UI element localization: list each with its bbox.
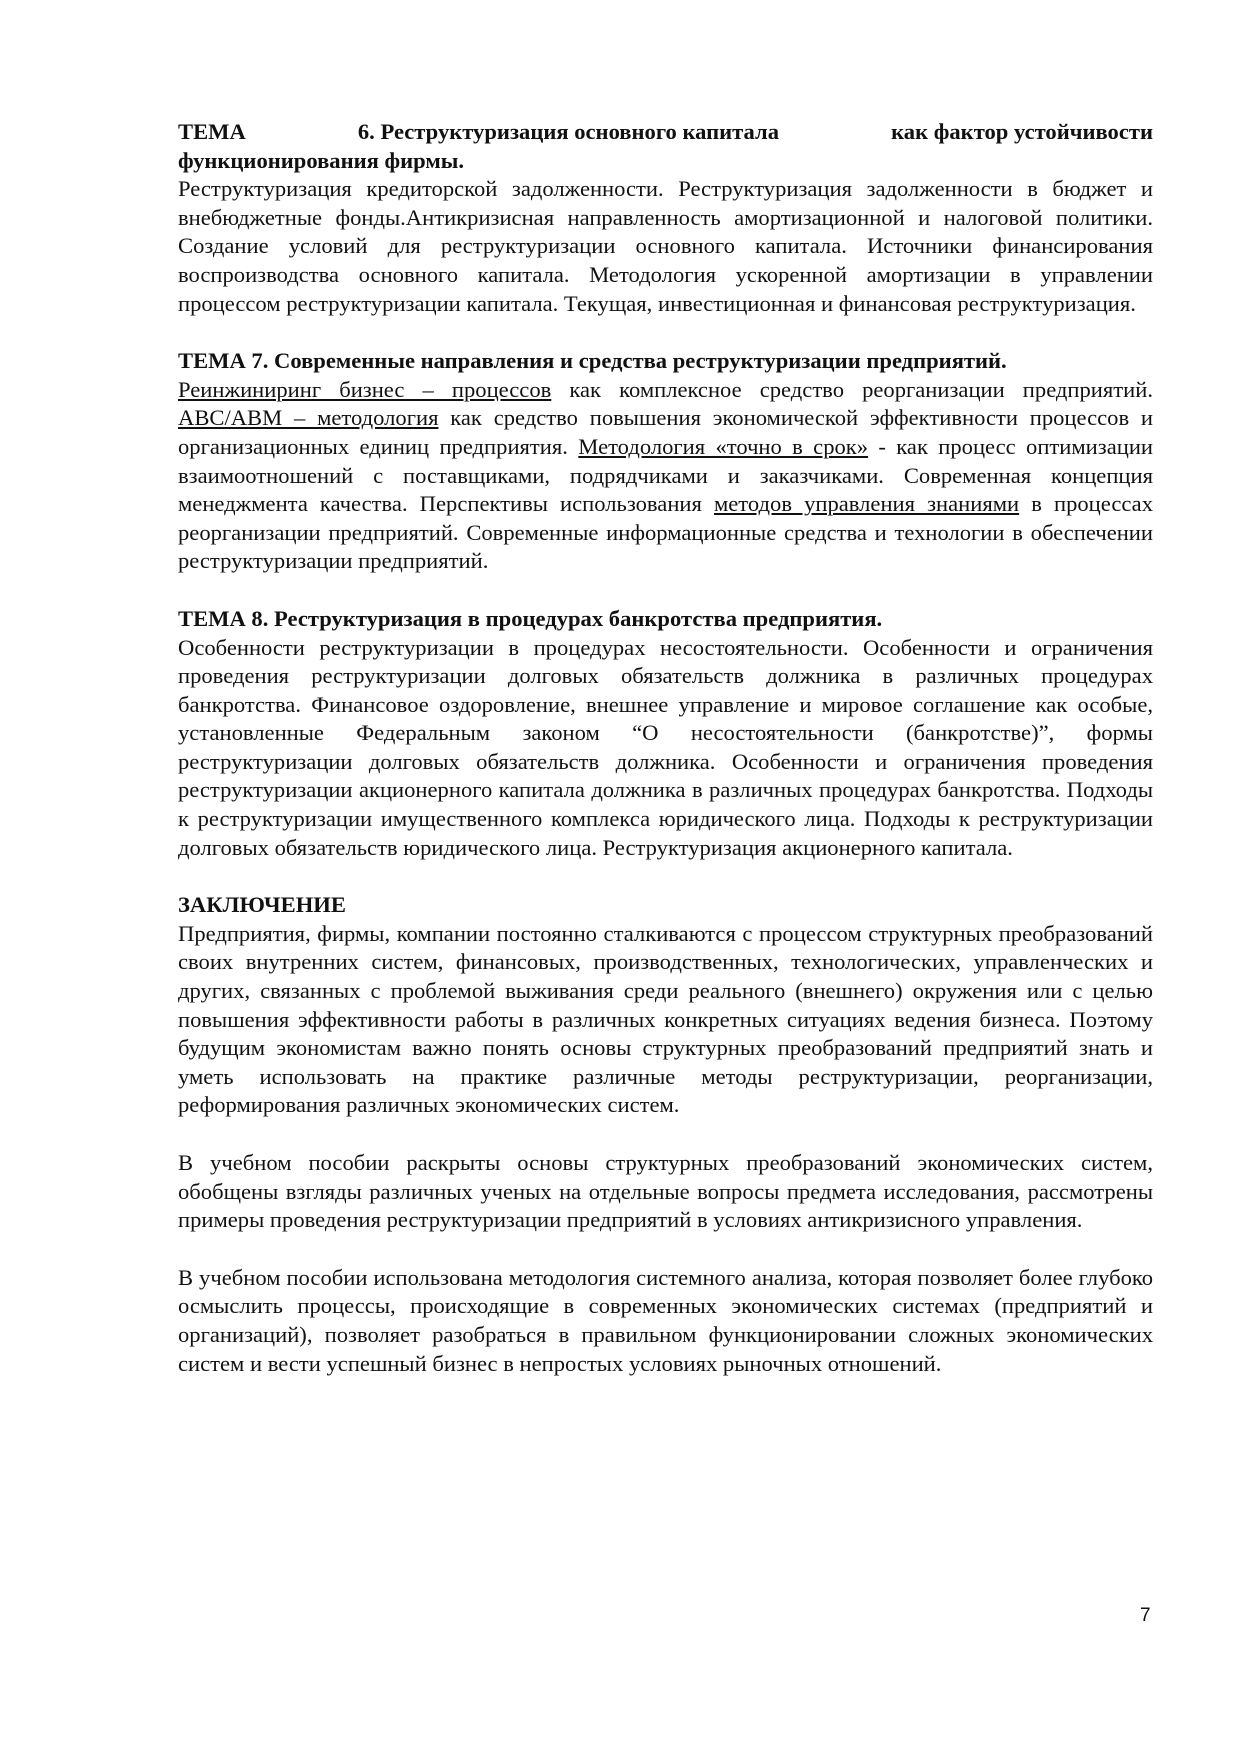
topic-6-heading	[178, 118, 1153, 147]
topic-6-heading-prefix: ТЕМА	[178, 119, 246, 144]
topic-7-body	[178, 376, 1153, 576]
page-number: 7	[1140, 1605, 1151, 1626]
reengineering-link[interactable]: Реинжиниринг бизнес – процессов	[178, 376, 552, 402]
abc-abm-link[interactable]: ABC/ABM – методология	[178, 405, 439, 431]
topic-8-heading: ТЕМА 8. Реструктуризация в процедурах банкротства предприятия.	[178, 605, 883, 631]
topic-7-section	[178, 347, 1153, 576]
topic-6-body: Реструктуризация кредиторской задолженности. Реструктуризация задолженности в бюджет и внебюджетные фонды.Антикризисная направленность амортизационной и налоговой политики. Создание условий для реструктуризации основного капитала. Источники финансирования воспроизводства основного капитала. Методология ускоренной амортизации в управлении процессом реструктуризации капитала. Текущая, инвестиционная и финансовая реструктуризация.	[178, 176, 1153, 316]
knowledge-management-link[interactable]: методов управления знаниями	[713, 491, 1020, 517]
conclusion-section	[178, 891, 1153, 1378]
just-in-time-link[interactable]: Методология «точно в срок»	[578, 433, 869, 459]
topic-7-text-4: в процессах реорганизации предприятий. Современные информационные средства и технологии в обеспечении реструктуризации предприятий.	[178, 491, 1154, 574]
topic-7-text-3: - как процесс оптимизации взаимоотношений с поставщиками, подрядчиками и заказчиками. Современная концепция менеджмента качества. Перспективы использования	[178, 433, 1154, 517]
page-content	[178, 118, 1153, 1378]
topic-6-section	[178, 118, 1153, 318]
conclusion-heading: ЗАКЛЮЧЕНИЕ	[178, 892, 346, 918]
topic-7-text-1: как комплексное средство реорганизации предприятий.	[551, 376, 1153, 402]
conclusion-paragraph-1: Предприятия, фирмы, компании постоянно сталкиваются с процессом структурных преобразований своих внутренних систем, финансовых, производственных, технологических, управленческих и других, связанных с проблемой выживания среди реального (внешнего) окружения или с целью повышения эффективности работы в различных конкретных ситуациях ведения бизнеса. Поэтому будущим экономистам важно понять основы структурных преобразований предприятий знать и уметь использовать на практике различные методы реструктуризации, реорганизации, реформирования различных экономических систем.	[178, 920, 1153, 1118]
topic-8-section	[178, 605, 1153, 862]
conclusion-paragraph-3: В учебном пособии использована методология системного анализа, которая позволяет более глубоко осмыслить процессы, происходящие в современных экономических системах (предприятий и организаций), позволяет разобраться в правильном функционировании сложных экономических систем и вести успешный бизнес в непростых условиях рыночных отношений.	[178, 1264, 1153, 1376]
topic-6-heading-title-end: как фактор устойчивости	[891, 119, 1153, 144]
topic-6-heading-line2: функционирования фирмы.	[178, 147, 465, 173]
topic-7-text-2: как средство повышения экономической эффективности процессов и организационных единиц предприятия.	[178, 405, 1154, 459]
topic-7-heading: ТЕМА 7. Современные направления и средства реструктуризации предприятий.	[178, 348, 1007, 374]
topic-8-body: Особенности реструктуризации в процедурах несостоятельности. Особенности и ограничения проведения реструктуризации долговых обязательств должника в различных процедурах банкротства. Финансовое оздоровление, внешнее управление и мировое соглашение как особые, установленные Федеральным законом “О несостоятельности (банкротстве)”, формы реструктуризации долговых обязательств должника. Особенности и ограничения проведения реструктуризации акционерного капитала должника в различных процедурах банкротства. Подходы к реструктуризации имущественного комплекса юридического лица. Подходы к реструктуризации долговых обязательств юридического лица. Реструктуризация акционерного капитала.	[178, 634, 1153, 860]
topic-6-heading-title: 6. Реструктуризация основного капитала	[357, 119, 780, 144]
conclusion-paragraph-2: В учебном пособии раскрыты основы структурных преобразований экономических систем, обобщены взгляды различных ученых на отдельные вопросы предмета исследования, рассмотрены примеры проведения реструктуризации предприятий в условиях антикризисного управления.	[178, 1150, 1153, 1233]
